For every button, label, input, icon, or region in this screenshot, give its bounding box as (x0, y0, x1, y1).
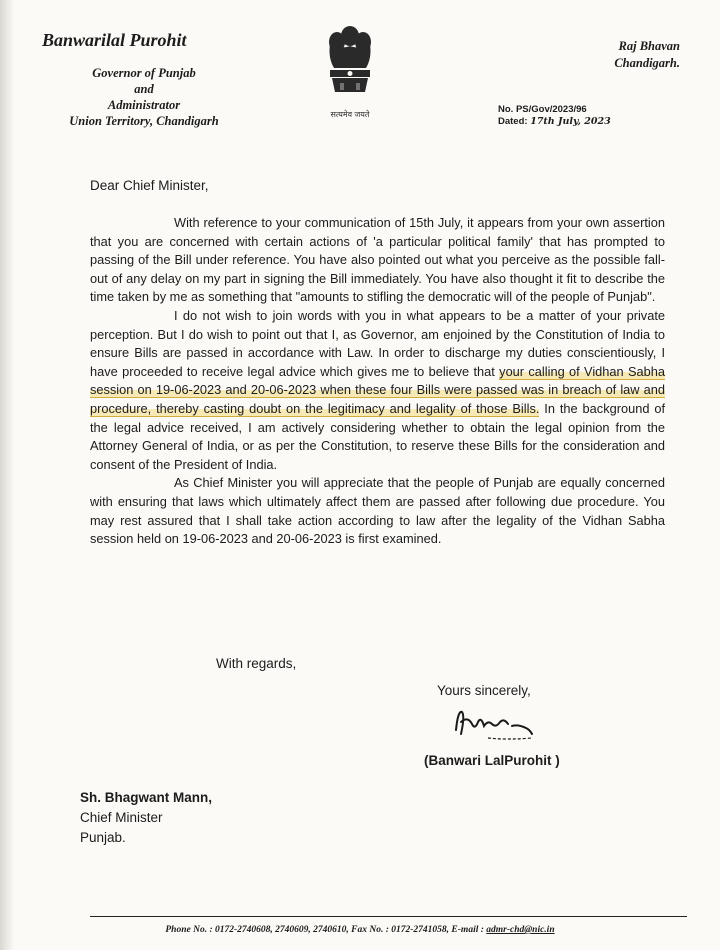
email-link[interactable]: admr-chd@nic.in (486, 925, 555, 935)
date-label: Dated: (498, 116, 528, 127)
reference-block (498, 104, 611, 128)
recipient-name: Sh. Bhagwant Mann, (80, 790, 213, 805)
page-edge-shadow (0, 0, 14, 950)
with-regards: With regards, (216, 656, 297, 671)
reference-number: No. PS/Gov/2023/96 (498, 104, 587, 115)
date-value: 17th July, 2023 (530, 116, 611, 127)
letter-body (90, 214, 665, 549)
paragraph-2-rest: In the background of the legal advice received, I am actively considering whether to obtain the legal opinion from the Attorney General of India, or as per the Constitution, to reserve these Bills for the consideration and consent of the President of India. (90, 400, 666, 472)
paragraph-3: As Chief Minister you will appreciate that the people of Punjab are equally concerned with ensuring that laws which ultimately affect them are passed after following due procedure. You may rest assured that I shall take action according to law after the legality of the Vidhan Sabha session held on 19-06-2023 and 20-06-2023 is first examined. (90, 475, 665, 547)
sender-block (44, 30, 244, 129)
signature (448, 700, 538, 748)
recipient-place: Punjab. (80, 830, 126, 845)
footer-divider (90, 916, 687, 917)
address-line-1: Raj Bhavan (618, 39, 680, 53)
address-block (614, 38, 680, 72)
reference-date (498, 116, 611, 128)
signer-name: (Banwari LalPurohit ) (424, 753, 560, 768)
sender-and: and (134, 82, 154, 96)
paragraph-2 (90, 307, 665, 474)
paragraph-2-text: I do not wish to join words with you in what appears to be a matter of your private perception. But I do wish to point out that I, as Governor, am enjoined by the Constitution of India to ensure Bills are passed in accordance with Law. In order to discharge my duties conscientiously, I have proceeded to receive legal advice which gives me to believe that (90, 307, 665, 379)
highlighted-text: your calling of Vidhan Sabha session on 19-06-2023 and 20-06-2023 when these four Bills were passed was in breach of law and procedure, thereby casting doubt on the legitimacy and legality of those Bills. (90, 363, 665, 416)
salutation: Dear Chief Minister, (90, 178, 209, 193)
contact-numbers: Phone No. : 0172-2740608, 2740609, 2740610, Fax No. : 0172-2741058, E-mail : (165, 925, 487, 935)
emblem-motto: सत्यमेव जयते (330, 110, 370, 119)
footer-contact (0, 925, 720, 935)
recipient-title: Chief Minister (80, 810, 163, 825)
address-line-2: Chandigarh. (614, 56, 680, 70)
recipient-block (80, 788, 212, 848)
yours-sincerely: Yours sincerely, (437, 683, 531, 698)
emblem (318, 20, 382, 120)
paragraph-1: With reference to your communication of 15th July, it appears from your own assertion that you are concerned with certain actions of 'a particular political family' that has prompted to passing of the Bill under reference. You have also pointed out what you perceive as the possible fall-out of any delay on my part in signing the Bill immediately. You have also thought it fit to describe the time taken by me as something that "amounts to stifling the democratic will of the people of Punjab". (90, 215, 665, 305)
sender-title-2: Administrator (107, 98, 181, 112)
ashoka-emblem-icon (320, 20, 380, 106)
sender-name: Banwarilal Purohit (42, 30, 187, 50)
sender-territory: Union Territory, Chandigarh (69, 114, 219, 128)
sender-title: Governor of Punjab (92, 66, 196, 80)
